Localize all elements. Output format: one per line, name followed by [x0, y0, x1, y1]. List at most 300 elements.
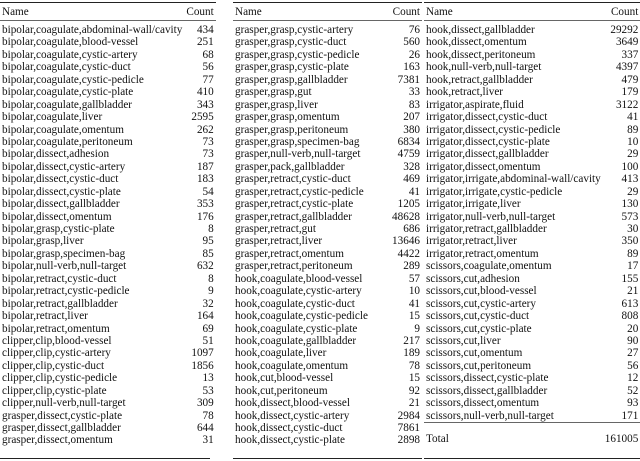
row-count: 808 [621, 310, 639, 323]
row-name: bipolar,coagulate,abdominal-wall/cavity [2, 24, 183, 36]
row-name: bipolar,dissect,cystic-duct [2, 173, 119, 186]
table-row [233, 410, 422, 422]
table-row [233, 21, 422, 37]
row-count: 207 [403, 111, 420, 124]
table-row [0, 422, 216, 434]
row-name: bipolar,coagulate,cystic-artery [2, 48, 138, 61]
row-count: 17 [627, 260, 639, 273]
table-row [424, 410, 640, 423]
table-row [0, 36, 216, 48]
header-row [233, 3, 422, 21]
row-name: bipolar,retract,liver [2, 310, 88, 323]
bottom-rule [424, 458, 640, 459]
row-count: 8 [208, 223, 214, 235]
row-name: grasper,dissect,gallbladder [2, 422, 121, 434]
table-row [0, 111, 216, 123]
row-name: hook,dissect,peritoneum [426, 48, 536, 61]
row-count: 93 [627, 397, 639, 410]
row-count: 21 [627, 285, 639, 298]
table-row [233, 49, 422, 61]
row-name: scissors,cut,cystic-plate [426, 322, 532, 335]
row-name: grasper,retract,gut [235, 223, 316, 235]
row-count: 380 [403, 123, 420, 136]
row-count: 20 [627, 322, 639, 335]
row-name: bipolar,coagulate,cystic-plate [2, 86, 134, 99]
row-name: hook,cut,peritoneum [235, 384, 328, 397]
table-row [0, 61, 216, 73]
table-row [233, 36, 422, 48]
table-row [0, 86, 216, 98]
counts-table-2 [233, 2, 422, 447]
row-name: bipolar,dissect,omentum [2, 210, 112, 223]
table-row [0, 310, 216, 322]
row-count: 54 [202, 185, 214, 198]
table-row [233, 260, 422, 272]
table-row [233, 372, 422, 384]
row-name: irrigator,irrigate,liver [426, 198, 521, 211]
table-row [233, 434, 422, 446]
row-name: grasper,retract,omentum [235, 247, 344, 260]
row-name: clipper,clip,blood-vessel [2, 334, 112, 347]
row-count: 350 [621, 235, 639, 248]
table-row [424, 360, 640, 372]
row-count: 4397 [615, 61, 639, 74]
row-name: grasper,dissect,omentum [2, 434, 113, 447]
table-row [424, 148, 640, 160]
row-name: grasper,dissect,cystic-plate [2, 409, 123, 422]
counts-table-1 [0, 2, 214, 447]
row-name: scissors,cut,omentum [426, 347, 523, 360]
table-row [424, 49, 640, 61]
row-count: 7381 [397, 73, 420, 86]
table-row [233, 335, 422, 347]
row-name: irrigator,irrigate,abdominal-wall/cavity [426, 173, 601, 186]
table-row [0, 397, 216, 409]
row-count: 73 [202, 148, 214, 161]
row-count: 15 [408, 310, 420, 323]
row-count: 10 [627, 135, 639, 148]
table-row [424, 372, 640, 384]
row-count: 8 [208, 272, 214, 285]
table-row [424, 298, 640, 310]
table-row [0, 360, 216, 372]
table-row [233, 310, 422, 322]
row-count: 187 [196, 160, 214, 173]
row-name: grasper,grasp,omentum [235, 111, 340, 124]
header-name: Name [2, 6, 29, 18]
table-row [424, 99, 640, 111]
row-name: bipolar,retract,cystic-pedicle [2, 285, 130, 298]
row-count: 251 [196, 36, 214, 49]
table-row [424, 285, 640, 297]
row-count: 644 [196, 422, 214, 434]
table-row [233, 161, 422, 173]
table-row [424, 397, 640, 409]
table-row [424, 36, 640, 48]
row-count: 262 [196, 123, 214, 136]
table-row [0, 198, 216, 210]
table-row [424, 111, 640, 123]
table-row [0, 223, 216, 235]
row-name: bipolar,dissect,gallbladder [2, 198, 120, 211]
row-name: hook,cut,blood-vessel [235, 372, 334, 385]
row-count: 10 [408, 285, 420, 298]
row-count: 6834 [397, 135, 420, 148]
table-row [233, 61, 422, 73]
row-count: 52 [627, 384, 639, 397]
counts-table-3 [424, 2, 640, 445]
table-row [233, 273, 422, 285]
table-row [233, 86, 422, 98]
table-row [0, 74, 216, 86]
row-count: 1205 [397, 198, 420, 211]
row-name: hook,dissect,cystic-artery [235, 409, 350, 422]
table-row [233, 148, 422, 160]
row-count: 41 [408, 297, 420, 310]
row-count: 189 [403, 347, 420, 360]
row-count: 176 [196, 210, 214, 223]
row-name: clipper,clip,cystic-artery [2, 347, 111, 360]
row-count: 164 [196, 310, 214, 323]
row-count: 21 [408, 397, 420, 410]
row-count: 343 [196, 98, 214, 111]
table-row [0, 434, 216, 446]
row-count: 89 [627, 247, 639, 260]
row-name: irrigator,dissect,cystic-pedicle [426, 123, 561, 136]
row-name: hook,coagulate,cystic-pedicle [235, 310, 368, 323]
table-row [0, 323, 216, 335]
table-row [424, 74, 640, 86]
row-name: grasper,retract,liver [235, 235, 323, 248]
row-name: scissors,null-verb,null-target [424, 410, 603, 423]
table-row [233, 360, 422, 372]
table-row [424, 385, 640, 397]
row-name: scissors,cut,blood-vessel [426, 285, 537, 298]
row-count: 53 [202, 384, 214, 397]
row-name: hook,coagulate,cystic-plate [235, 322, 358, 335]
row-count: 31 [202, 434, 214, 447]
table-row [0, 385, 216, 397]
row-name: bipolar,coagulate,peritoneum [2, 135, 133, 148]
table-row [424, 186, 640, 198]
row-count: 632 [196, 260, 214, 273]
row-count: 1097 [191, 347, 214, 360]
table-row [0, 347, 216, 359]
table-row [0, 124, 216, 136]
row-count: 12 [627, 372, 639, 385]
row-count: 56 [202, 61, 214, 74]
row-count: 217 [403, 334, 420, 347]
row-name: grasper,grasp,cystic-artery [235, 24, 354, 36]
row-name: hook,dissect,cystic-duct [235, 422, 343, 434]
header-count: Count [392, 6, 420, 18]
row-name: grasper,retract,gallbladder [235, 210, 352, 223]
row-count: 13646 [392, 235, 420, 248]
row-count: 1856 [191, 359, 214, 372]
row-count: 328 [403, 160, 420, 173]
row-count: 4422 [397, 247, 420, 260]
row-count: 560 [403, 36, 420, 49]
row-name: scissors,cut,peritoneum [426, 359, 532, 372]
row-count: 2984 [397, 409, 420, 422]
table [0, 2, 216, 447]
row-name: grasper,retract,cystic-duct [235, 173, 351, 186]
table-row [233, 186, 422, 198]
header-count: Count [186, 6, 214, 18]
row-name: hook,coagulate,blood-vessel [235, 272, 363, 285]
row-name: irrigator,retract,liver [426, 235, 517, 248]
row-count: 309 [196, 397, 214, 410]
row-name: bipolar,grasp,cystic-plate [2, 223, 115, 235]
row-name: grasper,grasp,specimen-bag [235, 135, 360, 148]
row-count: 7861 [397, 422, 420, 434]
row-name: hook,dissect,blood-vessel [235, 397, 350, 410]
row-name: irrigator,aspirate,fluid [426, 98, 524, 111]
row-count: 613 [621, 297, 639, 310]
row-name: scissors,coagulate,omentum [426, 260, 552, 273]
row-count: 2898 [397, 434, 420, 447]
table-row [0, 21, 216, 37]
row-name: bipolar,coagulate,cystic-duct [2, 61, 131, 74]
table [233, 2, 422, 447]
row-name: irrigator,dissect,cystic-plate [426, 135, 550, 148]
row-count: 90 [627, 334, 639, 347]
row-count: 26 [408, 48, 420, 61]
row-name: bipolar,dissect,cystic-plate [2, 185, 121, 198]
row-name: bipolar,null-verb,null-target [2, 260, 127, 273]
table-row [424, 310, 640, 322]
row-name: bipolar,coagulate,omentum [2, 123, 124, 136]
row-count: 163 [403, 61, 420, 74]
row-name: bipolar,coagulate,liver [2, 111, 103, 124]
row-name: bipolar,coagulate,blood-vessel [2, 36, 139, 49]
row-name: scissors,cut,cystic-duct [426, 310, 530, 323]
row-name: hook,coagulate,cystic-artery [235, 285, 362, 298]
table-row [424, 136, 640, 148]
bottom-rule [0, 458, 210, 459]
row-name: scissors,dissect,omentum [426, 397, 540, 410]
row-name: hook,dissect,cystic-plate [235, 434, 345, 447]
table-row [424, 61, 640, 73]
table-row [424, 347, 640, 359]
row-count: 29292 [610, 24, 639, 36]
table-row [424, 223, 640, 235]
table-row [233, 285, 422, 297]
row-count: 32 [202, 297, 214, 310]
row-count: 83 [408, 98, 420, 111]
row-name: bipolar,grasp,liver [2, 235, 84, 248]
row-count: 410 [196, 86, 214, 99]
total-value: 161005 [604, 433, 639, 445]
row-count: 30 [627, 223, 639, 235]
table-row [0, 248, 216, 260]
row-name: grasper,null-verb,null-target [235, 148, 361, 161]
row-count: 15 [408, 372, 420, 385]
row-name: clipper,null-verb,null-target [2, 397, 126, 410]
table-row [0, 410, 216, 422]
row-count: 2595 [191, 111, 214, 124]
table-row [233, 74, 422, 86]
row-count: 130 [621, 198, 639, 211]
row-name: scissors,dissect,cystic-plate [426, 372, 549, 385]
table-row [424, 198, 640, 210]
table-row [424, 211, 640, 223]
row-count: 85 [202, 247, 214, 260]
row-count: 51 [202, 334, 214, 347]
table-row [0, 285, 216, 297]
row-name: bipolar,retract,gallbladder [2, 297, 118, 310]
table-row [233, 298, 422, 310]
row-name: irrigator,null-verb,null-target [426, 210, 556, 223]
table-row [233, 248, 422, 260]
row-count: 77 [202, 73, 214, 86]
table-row [0, 136, 216, 148]
row-name: irrigator,dissect,omentum [426, 160, 541, 173]
row-count: 3649 [615, 36, 639, 49]
table-row [233, 111, 422, 123]
row-name: hook,dissect,gallbladder [426, 24, 535, 36]
table-row [233, 124, 422, 136]
row-name: hook,retract,liver [426, 86, 504, 99]
row-count: 89 [627, 123, 639, 136]
table-row [0, 49, 216, 61]
row-name: hook,coagulate,omentum [235, 359, 349, 372]
row-count: 100 [621, 160, 639, 173]
row-count: 13 [202, 372, 214, 385]
row-count: 33 [408, 86, 420, 99]
row-name: bipolar,grasp,specimen-bag [2, 247, 126, 260]
row-count: 9 [208, 285, 214, 298]
table [424, 2, 640, 445]
table-row [424, 273, 640, 285]
header-row [0, 3, 216, 21]
table-row [0, 298, 216, 310]
row-name: grasper,retract,cystic-pedicle [235, 185, 364, 198]
row-count: 686 [403, 223, 420, 235]
row-name: grasper,grasp,gut [235, 86, 312, 99]
row-count: 573 [621, 210, 639, 223]
table-row [233, 323, 422, 335]
table-row [424, 323, 640, 335]
row-count: 29 [627, 148, 639, 161]
row-count: 41 [627, 111, 639, 124]
row-count: 27 [627, 347, 639, 360]
row-count: 179 [621, 86, 639, 99]
row-name: hook,coagulate,cystic-duct [235, 297, 355, 310]
row-name: grasper,retract,cystic-plate [235, 198, 354, 211]
row-count: 3122 [615, 98, 639, 111]
row-count: 48628 [392, 210, 420, 223]
row-name: bipolar,retract,cystic-duct [2, 272, 117, 285]
row-name: irrigator,dissect,cystic-duct [426, 111, 548, 124]
row-count: 41 [408, 185, 420, 198]
row-count: 353 [196, 198, 214, 211]
table-row [233, 173, 422, 185]
table-row [424, 173, 640, 185]
table-row [424, 235, 640, 247]
row-name: irrigator,dissect,gallbladder [426, 148, 549, 161]
row-count: 78 [202, 409, 214, 422]
table-row [424, 260, 640, 272]
row-count: 155 [621, 272, 639, 285]
row-count: 78 [408, 359, 420, 372]
header-count: Count [610, 6, 639, 18]
row-name: grasper,grasp,cystic-plate [235, 61, 349, 74]
table-row [233, 211, 422, 223]
row-count: 95 [202, 235, 214, 248]
table-row [0, 186, 216, 198]
table-row [424, 161, 640, 173]
row-count: 92 [408, 384, 420, 397]
row-count: 413 [621, 173, 639, 186]
row-name: bipolar,dissect,adhesion [2, 148, 110, 161]
row-name: grasper,grasp,peritoneum [235, 123, 349, 136]
table-row [424, 21, 640, 37]
row-count: 76 [408, 24, 420, 36]
row-name: grasper,grasp,cystic-duct [235, 36, 347, 49]
row-name: clipper,clip,cystic-duct [2, 359, 105, 372]
table-row [233, 223, 422, 235]
table-row [0, 161, 216, 173]
row-name: bipolar,retract,omentum [2, 322, 110, 335]
table-row [233, 235, 422, 247]
row-name: hook,coagulate,gallbladder [235, 334, 357, 347]
row-name: scissors,dissect,gallbladder [426, 384, 548, 397]
total-row [424, 433, 640, 445]
table-row [233, 198, 422, 210]
row-count: 56 [627, 359, 639, 372]
row-count: 469 [403, 173, 420, 186]
table-row [233, 385, 422, 397]
row-name: irrigator,retract,omentum [426, 247, 539, 260]
row-count: 57 [408, 272, 420, 285]
row-name: bipolar,coagulate,gallbladder [2, 98, 133, 111]
table-row [0, 148, 216, 160]
row-name: grasper,grasp,gallbladder [235, 73, 348, 86]
row-count: 171 [603, 410, 640, 423]
header-name: Name [235, 6, 262, 18]
row-count: 4759 [397, 148, 420, 161]
row-count: 434 [196, 24, 214, 36]
row-name: grasper,retract,peritoneum [235, 260, 353, 273]
row-name: clipper,clip,cystic-plate [2, 384, 107, 397]
table-row [0, 273, 216, 285]
row-name: grasper,grasp,cystic-pedicle [235, 48, 360, 61]
table-row [424, 124, 640, 136]
table-row [0, 260, 216, 272]
row-count: 29 [627, 185, 639, 198]
total-label: Total [426, 433, 449, 445]
table-row [233, 347, 422, 359]
table-row [424, 86, 640, 98]
row-count: 289 [403, 260, 420, 273]
table-row [233, 99, 422, 111]
row-count: 68 [202, 48, 214, 61]
row-name: hook,dissect,omentum [426, 36, 527, 49]
table-row [424, 335, 640, 347]
table-row [233, 136, 422, 148]
row-name: scissors,cut,liver [426, 334, 501, 347]
row-count: 479 [621, 73, 639, 86]
header-row [424, 3, 640, 21]
row-count: 9 [414, 322, 420, 335]
row-count: 337 [621, 48, 639, 61]
row-count: 73 [202, 135, 214, 148]
row-name: hook,retract,gallbladder [426, 73, 533, 86]
table-row [0, 173, 216, 185]
header-name: Name [426, 6, 453, 18]
row-name: bipolar,coagulate,cystic-pedicle [2, 73, 144, 86]
